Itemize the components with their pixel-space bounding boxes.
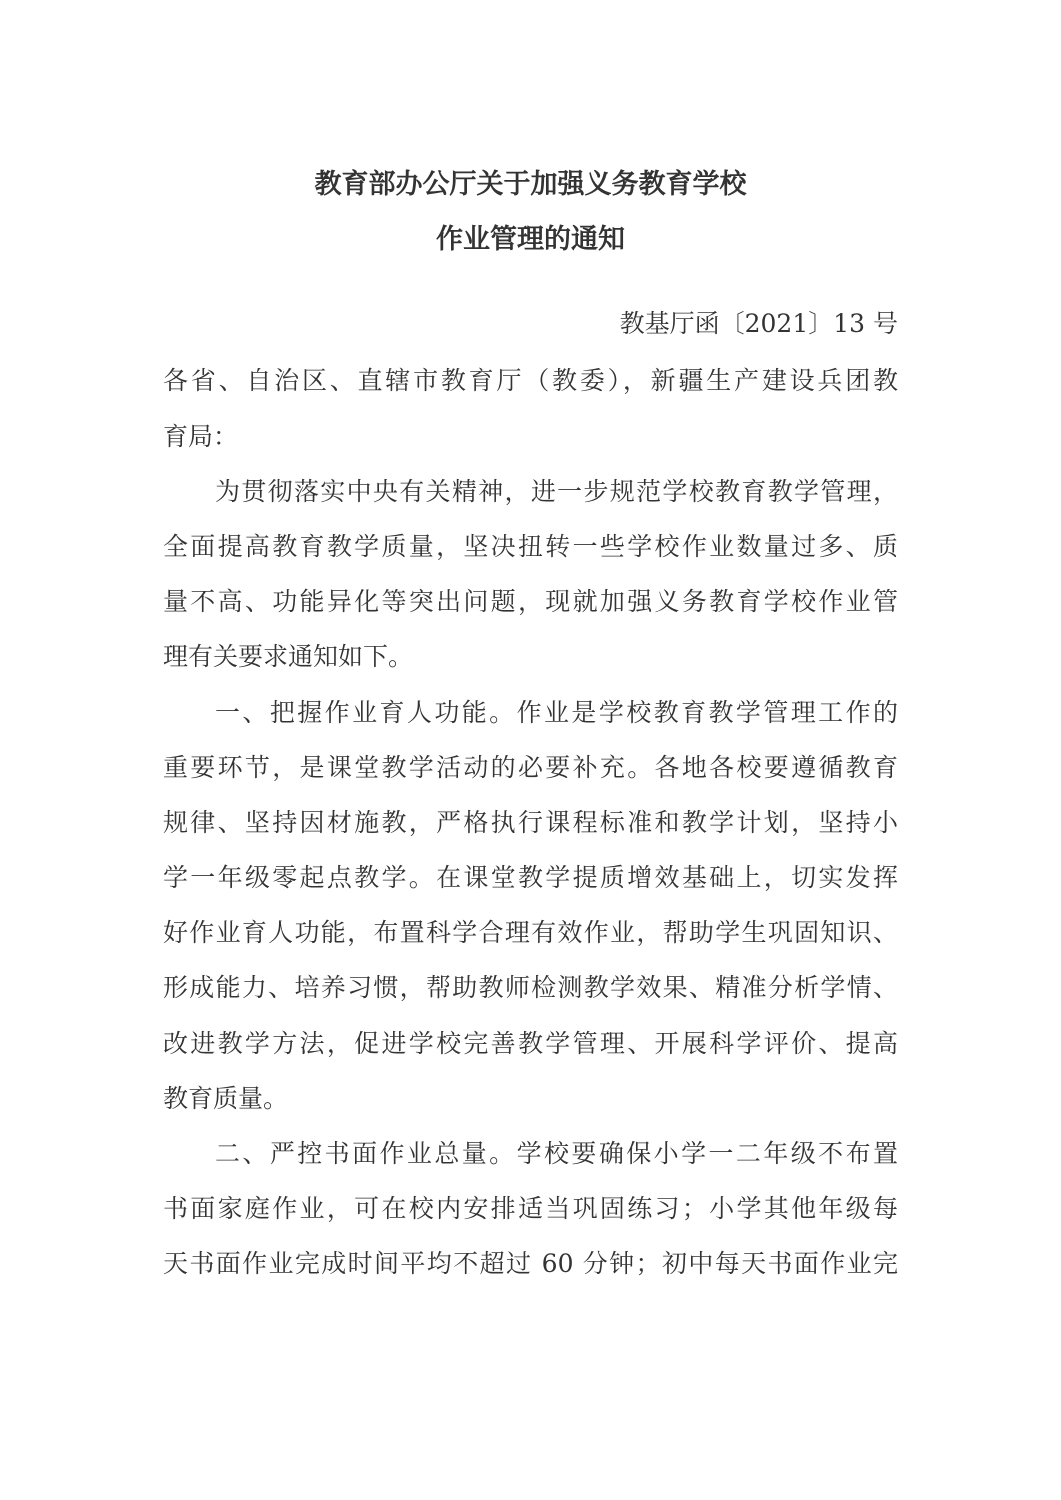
- paragraph-line: 改进教学方法，促进学校完善教学管理、开展科学评价、提高: [163, 1029, 898, 1058]
- addressee-line: 各省、自治区、直辖市教育厅（教委），新疆生产建设兵团教: [163, 366, 898, 395]
- document-number: 教基厅函〔2021〕13 号: [619, 309, 898, 338]
- paragraph-line: 理有关要求通知如下。: [163, 642, 414, 671]
- paragraph-line: 量不高、功能异化等突出问题，现就加强义务教育学校作业管: [163, 587, 898, 616]
- paragraph-line: 规律、坚持因材施教，严格执行课程标准和教学计划，坚持小: [163, 808, 898, 837]
- addressee-line: 育局：: [163, 422, 239, 451]
- paragraph-line: 形成能力、培养习惯，帮助教师检测教学效果、精准分析学情、: [163, 973, 898, 1002]
- paragraph-line: 为贯彻落实中央有关精神，进一步规范学校教育教学管理，: [215, 477, 898, 506]
- paragraph-line: 好作业育人功能，布置科学合理有效作业，帮助学生巩固知识、: [163, 918, 898, 947]
- paragraph-line: 重要环节，是课堂教学活动的必要补充。各地各校要遵循教育: [163, 753, 898, 782]
- paragraph-line: 全面提高教育教学质量，坚决扭转一些学校作业数量过多、质: [163, 532, 898, 561]
- paragraph-line: 书面家庭作业，可在校内安排适当巩固练习；小学其他年级每: [163, 1194, 898, 1223]
- paragraph-line: 教育质量。: [163, 1084, 289, 1113]
- paragraph-line: 学一年级零起点教学。在课堂教学提质增效基础上，切实发挥: [163, 863, 898, 892]
- paragraph-line: 一、把握作业育人功能。作业是学校教育教学管理工作的: [215, 698, 898, 727]
- paragraph-line: 天书面作业完成时间平均不超过 60 分钟；初中每天书面作业完: [163, 1249, 898, 1278]
- document-title-line-1: 教育部办公厅关于加强义务教育学校: [314, 169, 747, 200]
- paragraph-line: 二、严控书面作业总量。学校要确保小学一二年级不布置: [215, 1139, 898, 1168]
- document-title-line-2: 作业管理的通知: [436, 224, 625, 255]
